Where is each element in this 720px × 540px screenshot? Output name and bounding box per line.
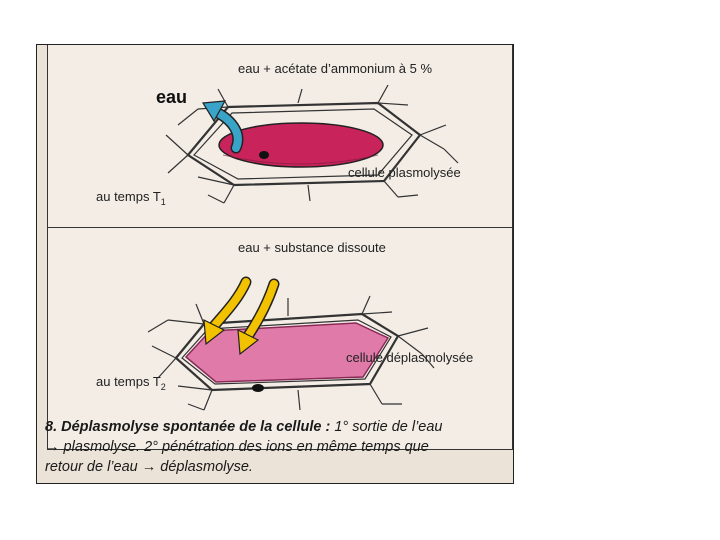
vacuole-plasmolysed: [219, 123, 383, 167]
nucleus-icon: [259, 151, 269, 159]
panel-plasmolysis: [47, 45, 513, 228]
water-label: eau: [156, 87, 188, 107]
figure: [36, 44, 514, 484]
figure-caption: [45, 417, 511, 477]
time-label-1: au temps $T_1$: [96, 189, 166, 207]
solution-label-1: eau + acétate d’ammonium à 5 %: [238, 61, 433, 76]
nucleus-icon: [252, 384, 264, 392]
caption-line-2: → plasmolyse. 2° pénétration des ions en même temps que: [45, 439, 429, 455]
caption-line-3: retour de l’eau → déplasmolyse.: [45, 459, 253, 475]
cell-label-deplasmolysed: cellule déplasmolysée: [346, 350, 474, 365]
time-label-2: au temps $T_2$: [96, 374, 166, 392]
caption-line-1: 8. Déplasmolyse spontanée de la cellule : 1° sortie de l’eau: [45, 419, 443, 435]
cell-label-plasmolysed: cellule plasmolysée: [348, 165, 461, 180]
solution-label-2: eau + substance dissoute: [238, 240, 386, 255]
